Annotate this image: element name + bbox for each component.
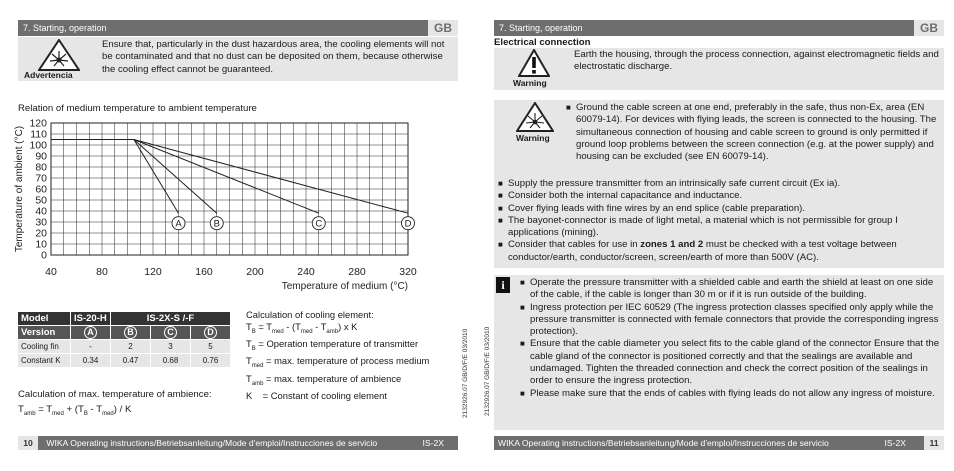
list-item: ■ Ingress protection per IEC 60529 (The ingress protection classes specified only apply while the pressure transmitter is connected with female connectors that provide the corresponding ingress protection). (520, 302, 940, 339)
x-tick-label: 120 (144, 266, 162, 278)
warning-label-2: Warning (516, 133, 550, 143)
table-row (18, 354, 231, 368)
right-gb-label: GB (914, 20, 944, 36)
series-line-c (51, 140, 319, 214)
y-tick-label: 50 (35, 194, 47, 207)
series-label-b: B (213, 218, 220, 230)
left-header-title: 7. Starting, operation (23, 23, 107, 33)
earth-warning-box (494, 48, 944, 90)
x-axis-label: Temperature of medium (°C) (281, 281, 408, 292)
calc-def-k: K = Constant of cooling element (246, 390, 387, 401)
cooling-table (17, 311, 231, 368)
left-page-number: 10 (18, 436, 38, 450)
version-d-badge: D (204, 326, 217, 339)
list-item: ■ Ensure that the cable diameter you select fits to the cable gland of the connector Ensure that the cable gland of the connector is positioned correctly and that the sealings are available and undamaged. Tighten the threaded connection and check the correct position of the sealings in order to ensure the ingress protection. (520, 338, 940, 387)
x-tick-label: 280 (348, 266, 366, 278)
x-tick-label: 40 (45, 266, 57, 278)
calc-def-tamb: $T_{amb} = \max$. temperature of ambience (246, 372, 402, 387)
y-tick-label: 90 (35, 150, 47, 163)
cell: 5 (191, 340, 231, 354)
cell: 0.76 (191, 354, 231, 368)
right-vertical-code: 2132926.07 GB/D/F/E 03/2010 (484, 326, 491, 416)
list-item: ■ The bayonet-connector is made of light metal, a material which is not permissible for group I applications (mining). (498, 215, 940, 240)
right-footer (494, 436, 944, 450)
list-item: ■ Consider both the internal capacitance and inductance. (498, 190, 940, 202)
x-tick-label: 320 (399, 266, 417, 278)
info-bullet-list (520, 277, 940, 400)
series-label-a: A (175, 218, 182, 230)
cell: 0.47 (111, 354, 151, 368)
y-tick-label: 80 (35, 161, 47, 174)
y-tick-label: 60 (35, 183, 47, 196)
left-gb-label: GB (428, 20, 458, 36)
y-tick-label: 110 (30, 128, 47, 141)
ex-bullet-list (498, 178, 940, 264)
explosion-warning-icon (516, 102, 554, 132)
cooling-calc-formula: $T_B = T_{med} - (T_{med} - T_{amb})$ x K (246, 320, 358, 335)
list-item: ■ Consider that cables for use in zones 1 and 2 must be checked with a test voltage between conductor/earth, conductor/screen, screen/earth of more than 500V (AC). (498, 239, 940, 264)
left-footer-model: IS-2X (422, 438, 444, 448)
series-label-c: C (315, 218, 323, 230)
list-item: ■ Cover flying leads with fine wires by an end splice (cable preparation). (498, 203, 940, 215)
chart-title: Relation of medium temperature to ambient temperature (18, 103, 257, 114)
list-item: ■ Please make sure that the ends of cables with flying leads do not allow any ingress of moisture. (520, 388, 940, 400)
dust-warning-text: Ensure that, particularly in the dust hazardous area, the cooling elements will not be contaminated and that no dust can be deposited on them, because otherwise the cooling effect cannot be guaranteed. (102, 39, 445, 75)
y-tick-label: 0 (41, 249, 47, 262)
explosion-warning-icon (38, 39, 80, 71)
right-page (484, 0, 954, 471)
cell: 2 (111, 340, 151, 354)
cell: 0.68 (151, 354, 191, 368)
calc-def-tmed: $T_{med} = \max$. temperature of process medium (246, 355, 430, 370)
earth-warning-text: Earth the housing, through the process connection, against electromagnetic fields and electrostatic discharge. (574, 49, 939, 73)
cell: - (71, 340, 111, 354)
cell: Cooling fin (18, 340, 71, 354)
y-tick-label: 30 (35, 216, 47, 229)
electrical-connection-title: Electrical connection (494, 37, 591, 48)
max-temp-title: Calculation of max. temperature of ambience: (18, 389, 212, 400)
info-icon: i (496, 277, 510, 293)
x-tick-label: 160 (195, 266, 213, 278)
exclamation-warning-icon (518, 49, 550, 77)
left-footer-text: WIKA Operating instructions/Betriebsanleitung/Mode d'emploi/Instrucciones de servicio (46, 438, 378, 448)
max-temp-block (18, 389, 218, 421)
left-footer (18, 436, 458, 450)
warning-label-1: Warning (513, 78, 547, 88)
max-temp-formula: $T_{amb} = T_{med} + (T_B - T_{med}) / K$ (18, 404, 132, 418)
y-tick-label: 20 (35, 227, 47, 240)
y-tick-label: 10 (35, 238, 47, 251)
dust-warning-box (18, 37, 458, 81)
list-item: ■ Supply the pressure transmitter from an intrinsically safe current circuit (Ex ia). (498, 178, 940, 190)
left-page (0, 0, 470, 471)
screen-warning-box (494, 100, 944, 268)
right-footer-model: IS-2X (884, 438, 906, 448)
right-footer-text: WIKA Operating instructions/Betriebsanleitung/Mode d'emploi/Instrucciones de servicio (498, 438, 829, 448)
series-line-b (51, 140, 217, 214)
th-version: Version (18, 326, 71, 340)
y-tick-label: 120 (29, 117, 47, 130)
series-label-d: D (404, 218, 412, 230)
version-a-badge: A (84, 326, 97, 339)
right-header-title: 7. Starting, operation (499, 23, 583, 33)
x-tick-label: 240 (297, 266, 315, 278)
cell: 3 (151, 340, 191, 354)
x-tick-label: 200 (246, 266, 264, 278)
screen-warning-text: ■ Ground the cable screen at one end, preferably in the safe, thus non-Ex, area (EN 60079-14). For devices with flying leads, the screen is connected to the housing. The simultaneous connection of housing and cable screen to ground is only permitted if ground loop problems between the screen connection (e.g. at the power supply) and housing can be excluded (see EN 60079-14). (566, 102, 938, 163)
list-item: ■ Operate the pressure transmitter with a shielded cable and earth the shield at least on one side of the cable, if the cable is longer than 30 m or if it is run outside of the building. (520, 277, 940, 302)
right-page-number: 11 (924, 436, 944, 450)
version-c-badge: C (164, 326, 177, 339)
y-axis-label: Temperature of ambient (°C) (14, 125, 25, 253)
y-tick-label: 100 (29, 139, 47, 152)
info-box (494, 275, 944, 430)
th-model: Model (18, 312, 71, 326)
cooling-calc-title: Calculation of cooling element: (246, 309, 374, 320)
th-is20h: IS-20-H (71, 312, 111, 326)
x-tick-label: 80 (96, 266, 108, 278)
right-header (494, 20, 944, 36)
left-vertical-code: 2132926.07 GB/D/F/E 03/2010 (462, 328, 469, 418)
temperature-chart (10, 115, 450, 295)
cell: 0.34 (71, 354, 111, 368)
y-tick-label: 70 (35, 172, 47, 185)
version-b-badge: B (124, 326, 137, 339)
calc-def-tb: $T_B$ = Operation temperature of transmitter (246, 337, 419, 352)
th-is2x: IS-2X-S /-F (111, 312, 231, 326)
left-header (18, 20, 458, 36)
table-row (18, 340, 231, 354)
cooling-calc-block (246, 309, 456, 402)
y-tick-label: 40 (35, 205, 47, 218)
cell: Constant K (18, 354, 71, 368)
advertencia-label: Advertencia (24, 70, 73, 80)
